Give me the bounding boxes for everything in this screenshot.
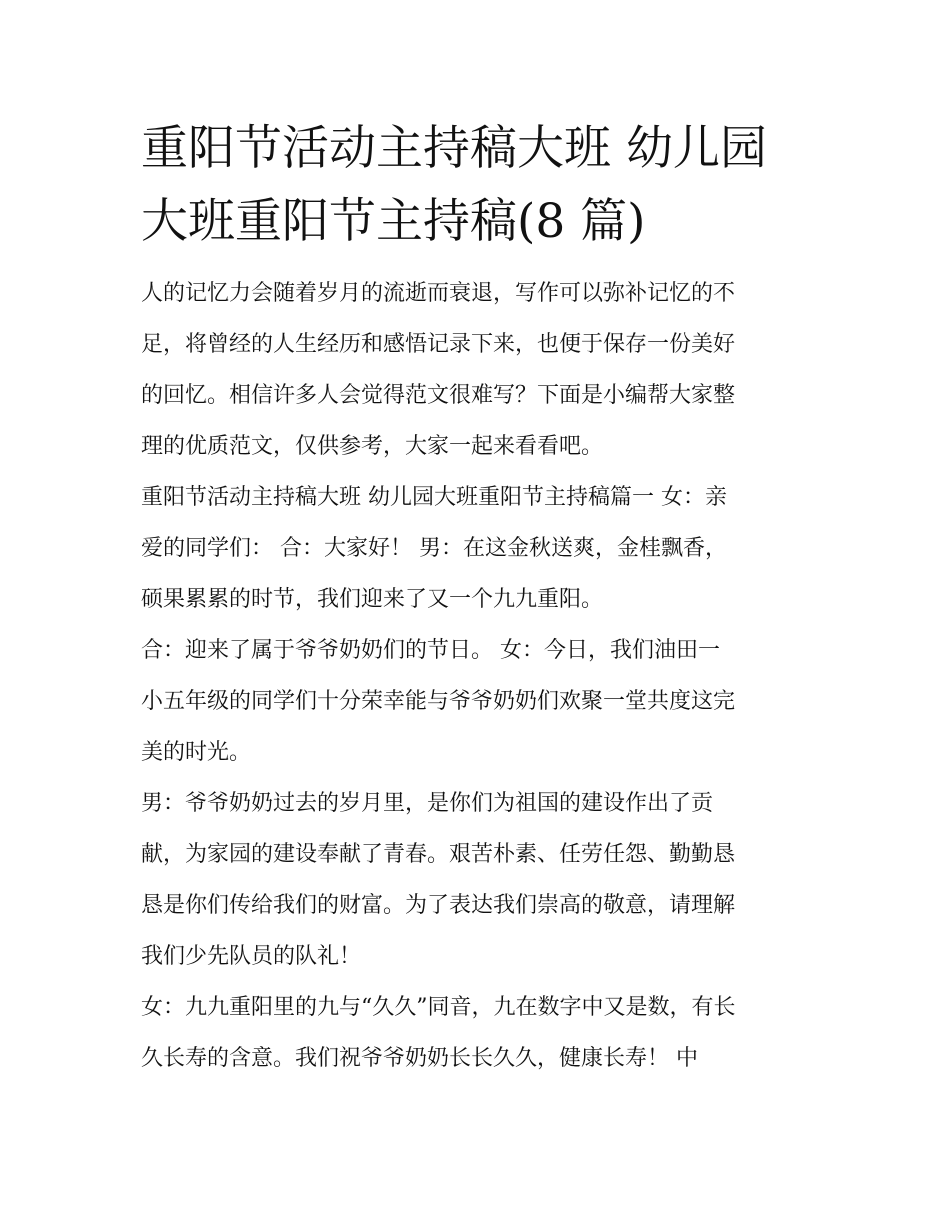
paragraph-line: 重阳节活动主持稿大班 幼儿园大班重阳节主持稿篇一 女：亲: [141, 485, 727, 510]
paragraph-section-one-opening: [141, 472, 821, 625]
paragraph-line: 硕果累累的时节，我们迎来了又一个九九重阳。: [141, 587, 604, 612]
paragraph-line: 我们少先队员的队礼！: [141, 944, 362, 969]
paragraph-line: 恳是你们传给我们的财富。为了表达我们崇高的敬意，请理解: [141, 893, 736, 918]
document-body: [141, 268, 821, 1084]
title-line-2: 大班重阳节主持稿(8 篇): [141, 194, 646, 249]
paragraph-line: 献，为家园的建设奉献了青春。艰苦朴素、任劳任怨、勤勤恳: [141, 842, 736, 867]
paragraph-line: 足，将曾经的人生经历和感悟记录下来，也便于保存一份美好: [141, 332, 736, 357]
paragraph-line: 女：九九重阳里的九与“久久”同音，九在数字中又是数，有长: [141, 995, 736, 1020]
paragraph-line: 的回忆。相信许多人会觉得范文很难写？下面是小编帮大家整: [141, 383, 736, 408]
paragraph-line: 人的记忆力会随着岁月的流逝而衰退，写作可以弥补记忆的不: [141, 281, 736, 306]
paragraph-intro: [141, 268, 821, 472]
title-line-1: 重阳节活动主持稿大班 幼儿园: [141, 121, 767, 176]
paragraph-line: 美的时光。: [141, 740, 252, 765]
paragraph-line: 久长寿的含意。我们祝爷爷奶奶长长久久，健康长寿！ 中: [141, 1046, 698, 1071]
paragraph-male-speaker: [141, 778, 821, 982]
paragraph-line: 男：爷爷奶奶过去的岁月里，是你们为祖国的建设作出了贡: [141, 791, 714, 816]
paragraph-line: 爱的同学们： 合：大家好！ 男：在这金秋送爽，金桂飘香，: [141, 536, 727, 561]
paragraph-together: [141, 625, 821, 778]
document-page: [141, 112, 821, 1084]
paragraph-line: 合：迎来了属于爷爷奶奶们的节日。 女：今日，我们油田一: [141, 638, 720, 663]
paragraph-line: 小五年级的同学们十分荣幸能与爷爷奶奶们欢聚一堂共度这完: [141, 689, 736, 714]
paragraph-line: 理的优质范文，仅供参考，大家一起来看看吧。: [141, 434, 604, 459]
document-title: [141, 112, 821, 258]
paragraph-female-speaker: [141, 982, 821, 1084]
